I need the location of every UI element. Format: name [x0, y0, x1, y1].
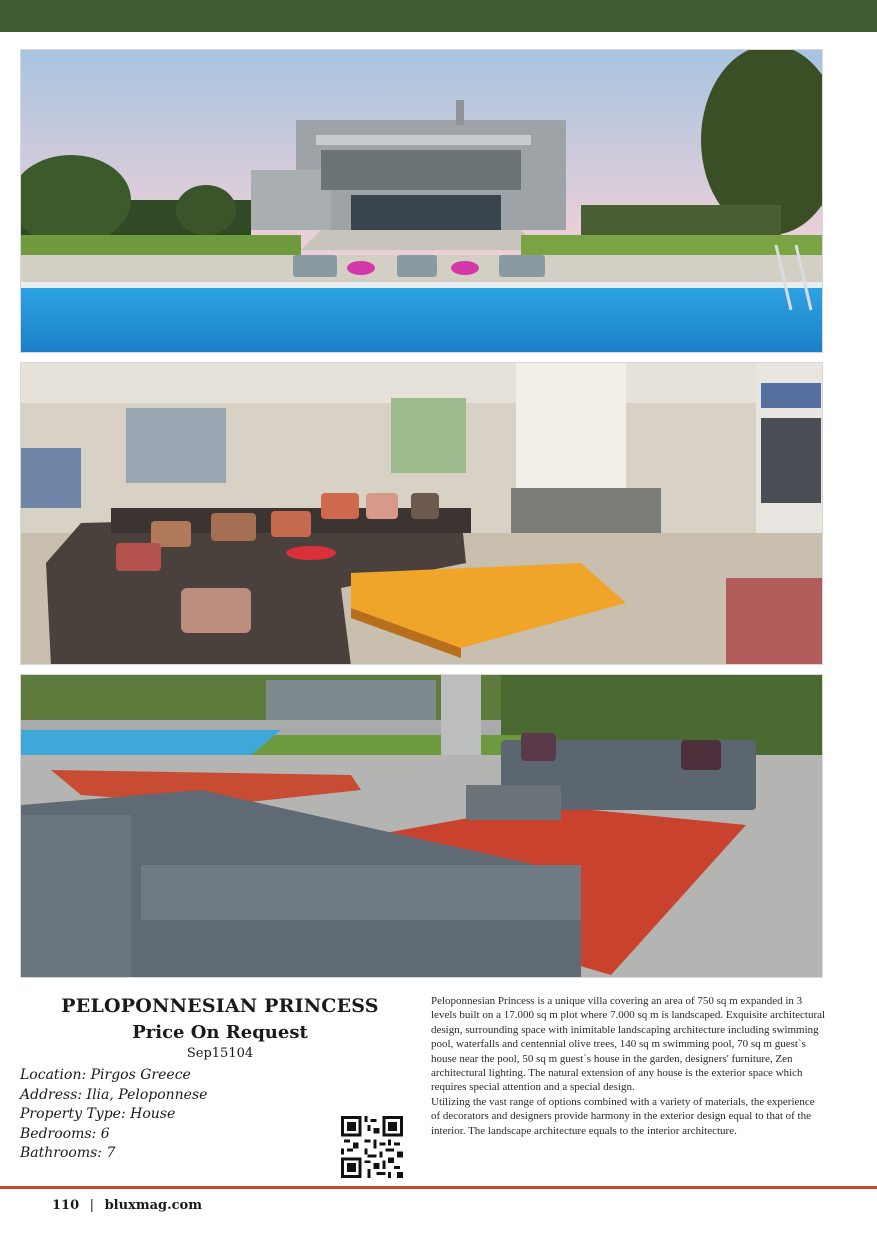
description-paragraph: Utilizing the vast range of options combined with a variety of materials, the experience of decorators and designers provide harmony in the exterior design equal to that of the interior. The landscape architecture equals to the interior architecture. — [431, 1095, 815, 1137]
listing-details — [20, 1066, 207, 1164]
outdoor-lounge-photo — [20, 674, 823, 978]
header-band — [0, 0, 877, 32]
detail-bathrooms: Bathrooms: 7 — [20, 1145, 116, 1162]
site-link[interactable]: bluxmag.com — [104, 1198, 202, 1213]
footer-rule — [0, 1186, 877, 1189]
detail-address: Address: Ilia, Peloponnese — [20, 1086, 208, 1103]
detail-location: Location: Pirgos Greece — [20, 1067, 191, 1083]
detail-bedrooms: Bedrooms: 6 — [20, 1125, 110, 1142]
listing-description — [431, 994, 826, 1138]
page-number: 110 — [52, 1198, 80, 1213]
villa-exterior-photo — [20, 49, 823, 353]
detail-property-type: Property Type: House — [20, 1106, 176, 1123]
listing-price: Price On Request — [132, 1022, 308, 1043]
qr-code-icon[interactable] — [341, 1116, 403, 1178]
living-room-photo — [20, 362, 823, 665]
listing-title: PELOPONNESIAN PRINCESS — [61, 995, 379, 1017]
page-footer — [52, 1198, 202, 1213]
description-paragraph: Peloponnesian Princess is a unique villa covering an area of 750 sq m expanded in 3 levels built on a 17.000 sq m plot where 7.000 sq m is landscaped. Exquisite architectural design, surrounding space with inimitable landscaping architecture including swimming pool, waterfalls and centennial olive trees, 140 sq m swimming pool, 70 sq m guest`s house near the pool, 50 sq m guest`s house in the garden, designers' furniture, Zen architectural lighting. The natural extension of any house is the exterior space which requires special attention and a special design. — [431, 995, 826, 1094]
footer-separator: | — [89, 1198, 95, 1213]
listing-reference: Sep15104 — [186, 1046, 254, 1061]
